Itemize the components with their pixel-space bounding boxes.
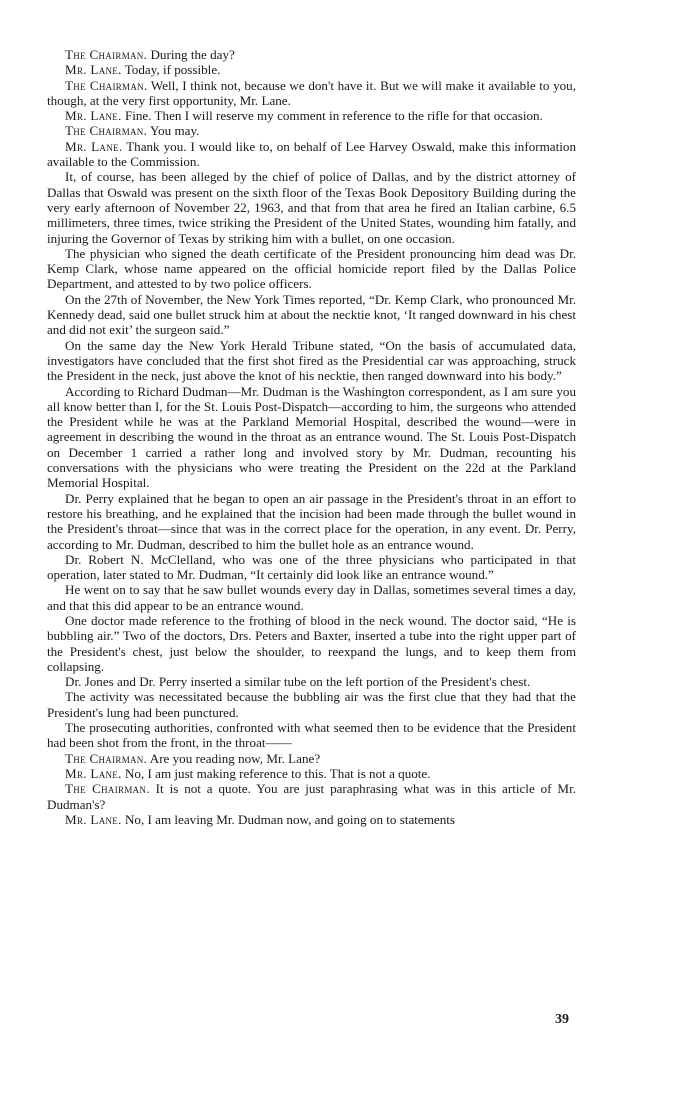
paragraph-text: On the 27th of November, the New York Times reported, “Dr. Kemp Clark, who pronounced Mr. Kennedy dead, said one bullet struck him at about the necktie knot, ‘It ranged downward in his chest and did not exit’ the surgeon said.” <box>47 291 576 338</box>
paragraph-text: The physician who signed the death certificate of the President pronouncing him dead was Dr. Kemp Clark, whose name appeared on the official homicide report filed by the Dallas Police Department, and attested to by two police officers. <box>47 245 576 292</box>
paragraph <box>47 139 576 170</box>
paragraph-text: The activity was necessitated because the bubbling air was the first clue that they had that the President's lung had been punctured. <box>47 689 576 720</box>
paragraph-text: During the day? <box>147 47 235 62</box>
paragraph <box>47 47 576 62</box>
paragraph-text: He went on to say that he saw bullet wounds every day in Dallas, sometimes several times a day, and that this did appear to be an entrance wound. <box>47 582 576 613</box>
paragraph <box>47 781 576 812</box>
speaker: The Chairman. <box>65 77 148 93</box>
paragraph <box>47 613 576 674</box>
paragraph <box>47 491 576 552</box>
paragraph-text: No, I am leaving Mr. Dudman now, and going on to statements <box>121 811 456 827</box>
paragraph-text: Are you reading now, Mr. Lane? <box>147 750 321 766</box>
paragraph-text: Today, if possible. <box>121 62 221 78</box>
paragraph <box>47 674 576 689</box>
paragraph <box>47 246 576 292</box>
document-body <box>47 47 576 827</box>
paragraph <box>47 338 576 384</box>
speaker: Mr. Lane. <box>65 765 122 781</box>
speaker: The Chairman. <box>65 47 148 62</box>
paragraph-text: Fine. Then I will reserve my comment in reference to the rifle for that occasion. <box>121 108 543 124</box>
paragraph-text: The prosecuting authorities, confronted with what seemed then to be evidence that the President had been shot from the front, in the throat—— <box>47 720 576 751</box>
paragraph-text: On the same day the New York Herald Tribune stated, “On the basis of accumulated data, investigators have concluded that the first shot fired as the Presidential car was approaching, struck the President in the neck, just above the knot of his necktie, then ranged downward into his body.” <box>47 337 576 384</box>
paragraph-text: One doctor made reference to the frothing of blood in the neck wound. The doctor said, “He is bubbling air.” Two of the doctors, Drs. Peters and Baxter, inserted a tube into the right upper part of the President's chest, just below the shoulder, to reexpand the lungs, and to keep them from collapsing. <box>47 612 576 674</box>
page-number: 39 <box>555 1012 569 1027</box>
paragraph <box>47 751 576 766</box>
paragraph-text: Dr. Jones and Dr. Perry inserted a similar tube on the left portion of the President's chest. <box>65 674 531 690</box>
speaker: Mr. Lane. <box>65 811 122 827</box>
speaker: Mr. Lane. <box>65 62 122 78</box>
speaker: The Chairman. <box>65 750 148 766</box>
paragraph-text: Well, I think not, because we don't have it. But we will make it available to you, though, at the very first opportunity, Mr. Lane. <box>47 77 576 108</box>
paragraph <box>47 108 576 123</box>
paragraph <box>47 123 576 138</box>
paragraph-text: It, of course, has been alleged by the chief of police of Dallas, and by the district attorney of Dallas that Oswald was present on the sixth floor of the Texas Book Depository Building during the very early afternoon of November 22, 1963, and that from that area he fired an Italian carbine, 6.5 millimeters, three times, twice striking the President of the United States, wounding him fatally, and injuring the Governor of Texas by striking him with a bullet, on one occasion. <box>47 169 576 246</box>
paragraph-text: It is not a quote. You are just paraphrasing what was in this article of Mr. Dudman's? <box>47 781 576 812</box>
paragraph <box>47 582 576 613</box>
paragraph-text: No, I am just making reference to this. That is not a quote. <box>121 765 431 781</box>
speaker: Mr. Lane. <box>65 108 122 124</box>
paragraph-text: Dr. Robert N. McClelland, who was one of the three physicians who participated in that operation, later stated to Mr. Dudman, “It certainly did look like an entrance wound.” <box>47 551 576 583</box>
paragraph-text: According to Richard Dudman—Mr. Dudman is the Washington correspondent, as I am sure you all know better than I, for the St. Louis Post-Dispatch—according to him, the surgeons who attended the President while he was at the Parkland Memorial Hospital, described the wound—were in agreement in describing the wound in the throat as an entrance wound. The St. Louis Post-Dispatch on December 1 carried a rather long and involved story by Mr. Dudman, recounting his conversations with the physicians who were treating the President on the 22d at the Parkland Memorial Hospital. <box>47 383 576 491</box>
paragraph-text: You may. <box>147 123 200 139</box>
paragraph <box>47 720 576 751</box>
speaker: The Chairman. <box>65 781 150 797</box>
paragraph-text: Thank you. I would like to, on behalf of Lee Harvey Oswald, make this information available to the Commission. <box>47 138 576 170</box>
speaker: The Chairman. <box>65 123 148 139</box>
paragraph <box>47 766 576 781</box>
paragraph <box>47 78 576 109</box>
paragraph <box>47 552 576 583</box>
paragraph-text: Dr. Perry explained that he began to open an air passage in the President's throat in an effort to restore his breathing, and he explained that the incision had been made through the bullet wound in the President's throat—since that was in the correct place for the operation, in any event. Dr. Perry, according to Mr. Dudman, described to him the bullet hole as an entrance wound. <box>47 490 576 552</box>
paragraph <box>47 169 576 245</box>
paragraph <box>47 62 576 77</box>
paragraph <box>47 292 576 338</box>
speaker: Mr. Lane. <box>65 138 123 154</box>
paragraph <box>47 812 576 827</box>
paragraph <box>47 384 576 491</box>
paragraph <box>47 689 576 720</box>
